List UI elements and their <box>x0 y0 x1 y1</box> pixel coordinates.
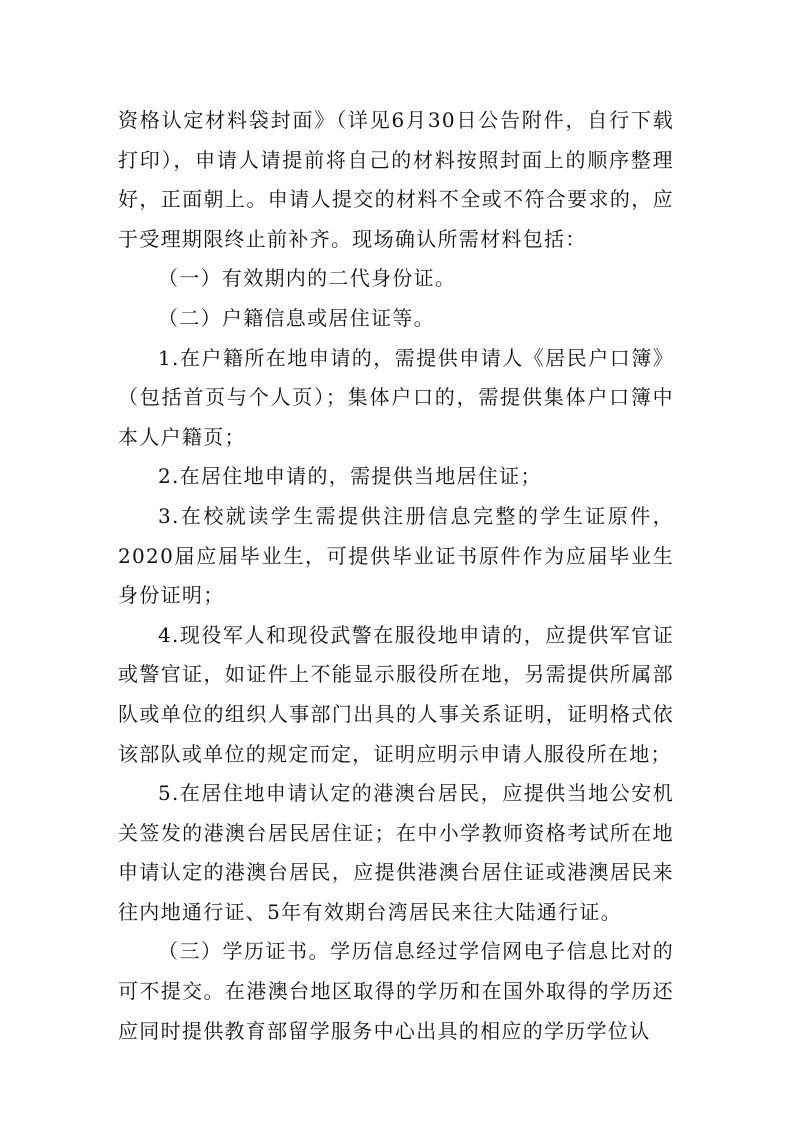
paragraph-item-education: （三）学历证书。学历信息经过学信网电子信息比对的可不提交。在港澳台地区取得的学历和在国外取得的学历还应同时提供教育部留学服务中心出具的相应的学历学位认 <box>118 939 674 1043</box>
paragraph-sub-5: 5.在居住地申请认定的港澳台居民，应提供当地公安机关签发的港澳台居民居住证；在中小学教师资格考试所在地申请认定的港澳台居民，应提供港澳台居住证或港澳居民来往内地通行证、5年有效期台湾居民来往大陆通行证。 <box>118 781 674 924</box>
paragraph-sub-4: 4.现役军人和现役武警在服役地申请的，应提供军官证或警官证，如证件上不能显示服役所在地，另需提供所属部队或单位的组织人事部门出具的人事关系证明，证明格式依该部队或单位的规定而定，证明应明示申请人服役所在地； <box>118 622 674 766</box>
document-body <box>118 101 674 1051</box>
paragraph-sub-3: 3.在校就读学生需提供注册信息完整的学生证原件，2020届应届毕业生，可提供毕业证书原件作为应届毕业生身份证明； <box>118 503 674 608</box>
paragraph-item-household: （二）户籍信息或居住证等。 <box>158 305 435 330</box>
paragraph-materials-intro: 资格认定材料袋封面》（详见6月30日公告附件，自行下载打印），申请人请提前将自己的材料按照封面上的顺序整理好，正面朝上。申请人提交的材料不全或不符合要求的，应于受理期限终止前补齐。现场确认所需材料包括： <box>118 108 674 251</box>
paragraph-sub-1: 1.在户籍所在地申请的，需提供申请人《居民户口簿》（包括首页与个人页）；集体户口的，需提供集体户口簿中本人户籍页； <box>118 345 674 449</box>
paragraph-item-id-card: （一）有效期内的二代身份证。 <box>158 266 457 291</box>
paragraph-sub-2: 2.在居住地申请的，需提供当地居住证； <box>158 464 542 489</box>
